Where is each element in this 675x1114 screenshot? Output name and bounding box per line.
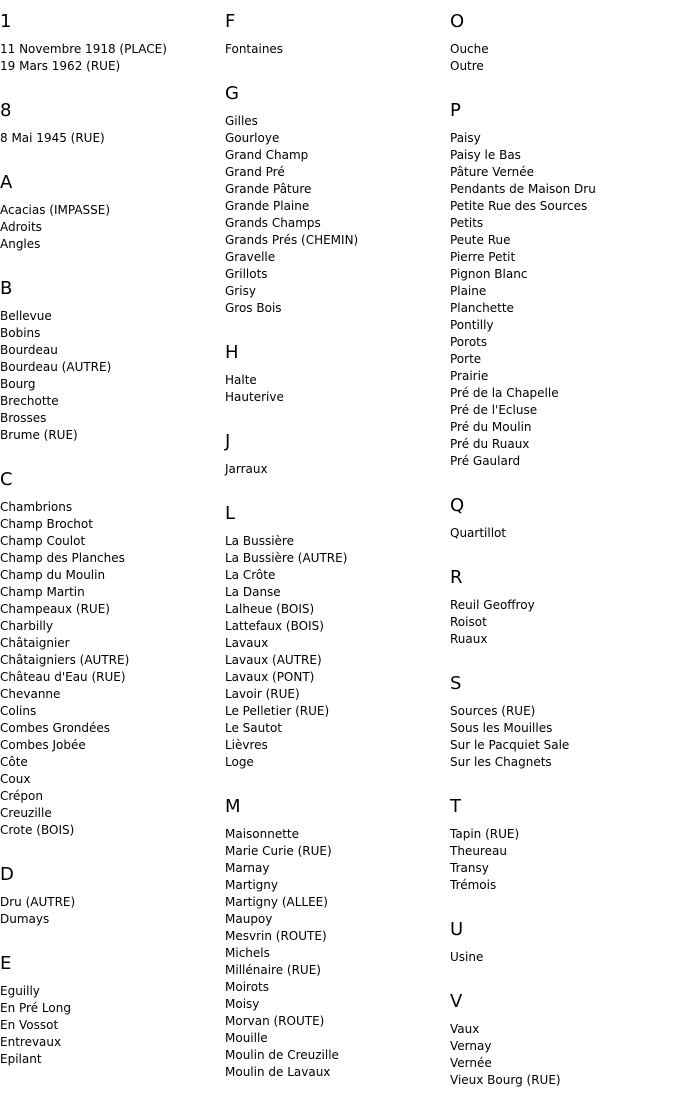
- street-link[interactable]: 11 Novembre 1918 (PLACE): [0, 42, 167, 56]
- letter-heading: E: [0, 953, 12, 974]
- street-link[interactable]: Michels: [225, 946, 270, 960]
- street-link[interactable]: Côte: [0, 755, 28, 769]
- street-link[interactable]: Trémois: [450, 878, 497, 892]
- street-link[interactable]: Gros Bois: [225, 301, 282, 315]
- street-link[interactable]: Adroits: [0, 220, 42, 234]
- street-link[interactable]: Creuzille: [0, 806, 52, 820]
- street-link[interactable]: Paisy le Bas: [450, 148, 521, 162]
- letter-heading: G: [225, 83, 239, 104]
- street-link[interactable]: Grisy: [225, 284, 256, 298]
- street-link[interactable]: Bourdeau (AUTRE): [0, 360, 112, 374]
- street-link[interactable]: Millénaire (RUE): [225, 963, 321, 977]
- street-link[interactable]: Champ Martin: [0, 585, 85, 599]
- street-link[interactable]: Châtaigniers (AUTRE): [0, 653, 130, 667]
- street-link[interactable]: Quartillot: [450, 526, 507, 540]
- street-link[interactable]: Sous les Mouilles: [450, 721, 553, 735]
- street-link[interactable]: Porots: [450, 335, 488, 349]
- letter-heading: U: [450, 919, 464, 940]
- street-link[interactable]: Peute Rue: [450, 233, 511, 247]
- street-link[interactable]: Prairie: [450, 369, 489, 383]
- street-link[interactable]: Outre: [450, 59, 484, 73]
- street-link[interactable]: Acacias (IMPASSE): [0, 203, 111, 217]
- street-link[interactable]: Champeaux (RUE): [0, 602, 110, 616]
- letter-group: [450, 796, 675, 894]
- street-link[interactable]: Entrevaux: [0, 1035, 62, 1049]
- street-link[interactable]: Planchette: [450, 301, 514, 315]
- letter-group: [450, 567, 675, 648]
- letter-heading: T: [450, 796, 461, 817]
- street-index-column-2: [225, 0, 450, 1081]
- street-link[interactable]: Moulin de Creuzille: [225, 1048, 339, 1062]
- street-link[interactable]: Petite Rue des Sources: [450, 199, 588, 213]
- street-link[interactable]: 19 Mars 1962 (RUE): [0, 59, 121, 73]
- letter-group: [0, 11, 225, 75]
- street-link[interactable]: Bourdeau: [0, 343, 58, 357]
- street-link[interactable]: Pierre Petit: [450, 250, 516, 264]
- street-link[interactable]: 8 Mai 1945 (RUE): [0, 131, 105, 145]
- letter-heading: 1: [0, 11, 12, 32]
- letter-group: [0, 469, 225, 839]
- street-link[interactable]: Pré Gaulard: [450, 454, 521, 468]
- letter-heading: A: [0, 172, 13, 193]
- street-link[interactable]: Le Pelletier (RUE): [225, 704, 330, 718]
- street-link[interactable]: Maisonnette: [225, 827, 300, 841]
- street-link[interactable]: Transy: [450, 861, 489, 875]
- street-link[interactable]: Grand Pré: [225, 165, 285, 179]
- street-link[interactable]: Gilles: [225, 114, 258, 128]
- street-link[interactable]: Ouche: [450, 42, 489, 56]
- street-link[interactable]: Lavaux (PONT): [225, 670, 315, 684]
- street-link[interactable]: Pâture Vernée: [450, 165, 534, 179]
- street-link[interactable]: Crote (BOIS): [0, 823, 75, 837]
- street-link[interactable]: Brosses: [0, 411, 47, 425]
- street-link[interactable]: Petits: [450, 216, 484, 230]
- street-link[interactable]: Grillots: [225, 267, 268, 281]
- street-link[interactable]: La Crôte: [225, 568, 276, 582]
- street-link[interactable]: Ruaux: [450, 632, 488, 646]
- letter-group: [225, 431, 450, 478]
- street-link[interactable]: Pignon Blanc: [450, 267, 528, 281]
- street-link[interactable]: Pré du Moulin: [450, 420, 532, 434]
- letter-group: [225, 503, 450, 771]
- street-link[interactable]: Chambrions: [0, 500, 73, 514]
- street-link[interactable]: La Danse: [225, 585, 281, 599]
- street-link[interactable]: Champ des Planches: [0, 551, 125, 565]
- street-link[interactable]: Coux: [0, 772, 31, 786]
- street-link[interactable]: Champ du Moulin: [0, 568, 106, 582]
- letter-heading: R: [450, 567, 463, 588]
- street-link[interactable]: Moirots: [225, 980, 269, 994]
- street-link[interactable]: Theureau: [450, 844, 507, 858]
- street-link[interactable]: Bobins: [0, 326, 41, 340]
- street-link[interactable]: Gravelle: [225, 250, 276, 264]
- street-link[interactable]: Bourg: [0, 377, 36, 391]
- street-link[interactable]: Eguilly: [0, 984, 40, 998]
- letter-heading: M: [225, 796, 241, 817]
- street-link[interactable]: Moulin de Lavaux: [225, 1065, 331, 1079]
- street-link[interactable]: Sur le Pacquiet Sale: [450, 738, 570, 752]
- street-link[interactable]: Champ Brochot: [0, 517, 93, 531]
- street-link[interactable]: Dumays: [0, 912, 50, 926]
- letter-group: [450, 919, 675, 966]
- street-link[interactable]: Pendants de Maison Dru: [450, 182, 596, 196]
- letter-group: [0, 100, 225, 147]
- letter-group: [0, 864, 225, 928]
- letter-group: [450, 100, 675, 470]
- street-link[interactable]: Pré de la Chapelle: [450, 386, 559, 400]
- street-link[interactable]: Tapin (RUE): [450, 827, 520, 841]
- street-link[interactable]: Pré du Ruaux: [450, 437, 530, 451]
- street-link[interactable]: Grande Plaine: [225, 199, 310, 213]
- street-link[interactable]: Lattefaux (BOIS): [225, 619, 324, 633]
- street-link[interactable]: Martigny (ALLEE): [225, 895, 328, 909]
- street-link[interactable]: Lavoir (RUE): [225, 687, 300, 701]
- street-link[interactable]: Mesvrin (ROUTE): [225, 929, 327, 943]
- street-link[interactable]: Porte: [450, 352, 482, 366]
- street-link[interactable]: Usine: [450, 950, 484, 964]
- street-link[interactable]: Vernay: [450, 1039, 492, 1053]
- street-link[interactable]: Halte: [225, 373, 257, 387]
- street-link[interactable]: Paisy: [450, 131, 481, 145]
- letter-heading: V: [450, 991, 463, 1012]
- street-link[interactable]: Angles: [0, 237, 41, 251]
- street-link[interactable]: Lièvres: [225, 738, 268, 752]
- street-link[interactable]: Maupoy: [225, 912, 273, 926]
- street-link[interactable]: Mouille: [225, 1031, 268, 1045]
- street-link[interactable]: Fontaines: [225, 42, 284, 56]
- street-link[interactable]: Grands Prés (CHEMIN): [225, 233, 359, 247]
- street-link[interactable]: Dru (AUTRE): [0, 895, 76, 909]
- street-link[interactable]: Reuil Geoffroy: [450, 598, 535, 612]
- street-link[interactable]: Lavaux (AUTRE): [225, 653, 322, 667]
- street-link[interactable]: En Pré Long: [0, 1001, 71, 1015]
- street-index-column-3: [450, 0, 675, 1089]
- street-link[interactable]: Grands Champs: [225, 216, 321, 230]
- letter-heading: 8: [0, 100, 12, 121]
- letter-heading: B: [0, 278, 13, 299]
- letter-group: [450, 673, 675, 771]
- letter-heading: P: [450, 100, 461, 121]
- street-link[interactable]: Chevanne: [0, 687, 61, 701]
- letter-group: [450, 991, 675, 1089]
- letter-heading: F: [225, 11, 236, 32]
- street-link[interactable]: Pré de l'Ecluse: [450, 403, 538, 417]
- street-link[interactable]: Morvan (ROUTE): [225, 1014, 325, 1028]
- street-link[interactable]: Marie Curie (RUE): [225, 844, 332, 858]
- street-link[interactable]: Grande Pâture: [225, 182, 312, 196]
- street-link[interactable]: Combes Grondées: [0, 721, 111, 735]
- street-link[interactable]: Pontilly: [450, 318, 494, 332]
- street-link[interactable]: Le Sautot: [225, 721, 282, 735]
- street-link[interactable]: Hauterive: [225, 390, 284, 404]
- street-link[interactable]: Lalheue (BOIS): [225, 602, 315, 616]
- letter-group: [0, 278, 225, 444]
- street-link[interactable]: Vieux Bourg (RUE): [450, 1073, 561, 1087]
- street-index-column-1: [0, 0, 225, 1068]
- letter-group: [0, 953, 225, 1068]
- street-link[interactable]: Vernée: [450, 1056, 492, 1070]
- letter-group: [225, 83, 450, 317]
- letter-heading: D: [0, 864, 14, 885]
- letter-group: [225, 11, 450, 58]
- street-link[interactable]: Roisot: [450, 615, 487, 629]
- letter-heading: Q: [450, 495, 465, 516]
- letter-group: [225, 342, 450, 406]
- street-link[interactable]: Grand Champ: [225, 148, 309, 162]
- street-link[interactable]: Vaux: [450, 1022, 480, 1036]
- street-link[interactable]: Marnay: [225, 861, 270, 875]
- street-link[interactable]: Charbilly: [0, 619, 53, 633]
- street-link[interactable]: Jarraux: [225, 462, 268, 476]
- letter-heading: J: [225, 431, 231, 452]
- letter-group: [225, 796, 450, 1081]
- letter-heading: O: [450, 11, 465, 32]
- street-link[interactable]: Combes Jobée: [0, 738, 86, 752]
- street-link[interactable]: Sur les Chagnets: [450, 755, 552, 769]
- letter-heading: H: [225, 342, 239, 363]
- letter-heading: C: [0, 469, 13, 490]
- street-link[interactable]: En Vossot: [0, 1018, 59, 1032]
- street-link[interactable]: Gourloye: [225, 131, 280, 145]
- street-link[interactable]: Crépon: [0, 789, 43, 803]
- street-link[interactable]: Lavaux: [225, 636, 269, 650]
- street-link[interactable]: La Bussière (AUTRE): [225, 551, 348, 565]
- street-link[interactable]: Champ Coulot: [0, 534, 86, 548]
- street-link[interactable]: Loge: [225, 755, 254, 769]
- street-link[interactable]: Brechotte: [0, 394, 59, 408]
- street-link[interactable]: La Bussière: [225, 534, 294, 548]
- street-link[interactable]: Martigny: [225, 878, 279, 892]
- letter-group: [450, 495, 675, 542]
- street-link[interactable]: Plaine: [450, 284, 487, 298]
- letter-heading: L: [225, 503, 236, 524]
- letter-group: [0, 172, 225, 253]
- street-link[interactable]: Châtaignier: [0, 636, 70, 650]
- street-link[interactable]: Moisy: [225, 997, 260, 1011]
- street-link[interactable]: Château d'Eau (RUE): [0, 670, 126, 684]
- street-link[interactable]: Brume (RUE): [0, 428, 78, 442]
- letter-heading: S: [450, 673, 462, 694]
- street-link[interactable]: Epilant: [0, 1052, 42, 1066]
- street-link[interactable]: Bellevue: [0, 309, 52, 323]
- street-link[interactable]: Colins: [0, 704, 37, 718]
- street-link[interactable]: Sources (RUE): [450, 704, 536, 718]
- letter-group: [450, 11, 675, 75]
